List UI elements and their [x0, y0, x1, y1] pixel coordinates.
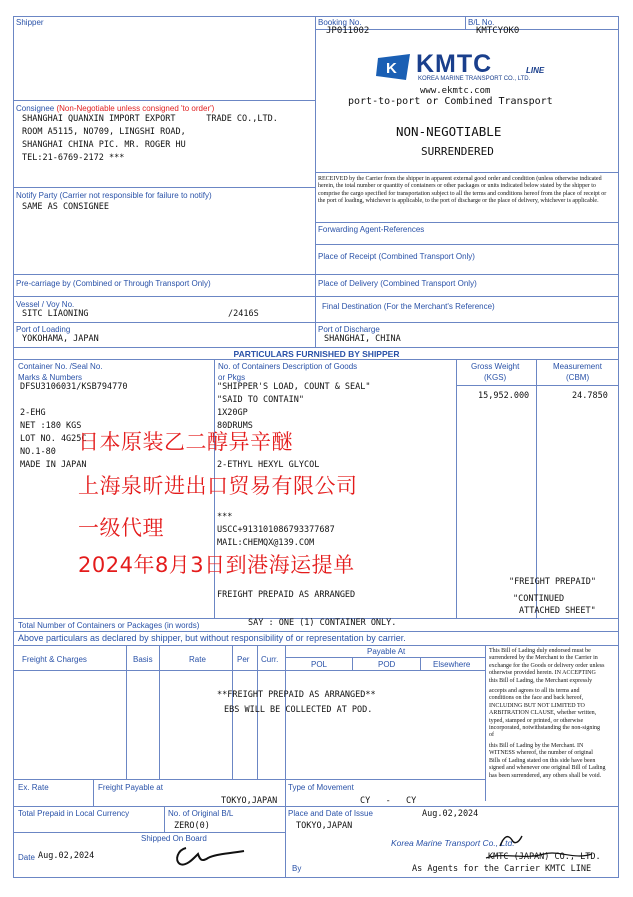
port-loading-label: Port of Loading	[16, 325, 71, 334]
issue-place: TOKYO,JAPAN	[296, 821, 353, 831]
divider	[13, 832, 285, 833]
divider	[13, 779, 485, 780]
declared-note: Above particulars as declared by shipper, but without responsibility of or representation by carrier.	[18, 633, 406, 643]
divider	[13, 322, 619, 323]
divider	[315, 172, 619, 173]
issue-date: Aug.02,2024	[422, 809, 479, 819]
desc-line-4: 80DRUMS	[217, 421, 253, 431]
mark-line-4: NO.1-80	[20, 447, 56, 457]
col-pol: POL	[311, 660, 328, 669]
terms-line: ARBITRATION CLAUSE, whether written,	[489, 710, 597, 717]
consignee-line-1: SHANGHAI QUANXIN IMPORT EXPORT TRADE CO.,LTD.	[22, 114, 278, 124]
consignee-label	[16, 104, 214, 113]
terms-line: exchange for the Goods or delivery order unless	[489, 662, 605, 669]
stamp-line-1: 日本原装乙二醇异辛醚	[78, 430, 293, 454]
col-rate: Rate	[189, 655, 206, 664]
sob-date-value: Aug.02,2024	[38, 851, 95, 861]
status-surrendered: SURRENDERED	[421, 145, 494, 158]
col-curr: Curr.	[261, 655, 279, 664]
terms-line: of	[489, 732, 494, 739]
terms-line: INCLUDING BUT NOT LIMITED TO	[489, 702, 585, 709]
port-discharge-value: SHANGHAI, CHINA	[324, 334, 401, 344]
place-delivery-label: Place of Delivery (Combined Transport Only)	[318, 279, 477, 288]
col-pkgs-label: or Pkgs	[218, 373, 246, 382]
shipper-label: Shipper	[16, 18, 44, 27]
consignee-note: (Non-Negotiable unless consigned 'to order')	[56, 104, 215, 113]
kmtc-logo-text: KMTC	[416, 50, 493, 78]
place-receipt-label: Place of Receipt (Combined Transport Only)	[318, 252, 475, 261]
col-freight-charges: Freight & Charges	[22, 655, 87, 664]
gross-weight: 15,952.000	[478, 391, 530, 401]
col-container-label: Container No. /Seal No.	[18, 362, 103, 371]
port-loading-value: YOKOHAMA, JAPAN	[22, 334, 99, 344]
svg-text:K: K	[386, 60, 397, 77]
divider	[420, 657, 421, 670]
shipped-on-board-label: Shipped On Board	[141, 834, 207, 843]
signature-agent-name: KMTC (JAPAN) CO., LTD.	[488, 852, 601, 862]
signature-by-label: By	[292, 864, 302, 873]
terms-line: this Bill of Lading, the Merchant expressly	[489, 677, 593, 684]
measurement: 24.7850	[572, 391, 608, 401]
mark-line-5: MADE IN JAPAN	[20, 460, 87, 470]
divider	[13, 274, 619, 275]
col-payable-at: Payable At	[367, 647, 406, 656]
notify-label: Notify Party (Carrier not responsible for failure to notify)	[16, 191, 212, 200]
divider	[13, 631, 619, 632]
charges-line-1: **FREIGHT PREPAID AS ARRANGED**	[217, 690, 376, 700]
desc-line-2: "SAID TO CONTAIN"	[217, 395, 304, 405]
mark-line-1: 2-EHG	[20, 408, 46, 418]
col-marks-label: Marks & Numbers	[18, 373, 83, 382]
col-pod: POD	[378, 660, 396, 669]
freight-desc: FREIGHT PREPAID AS ARRANGED	[217, 590, 356, 600]
terms-line: signed and whenever one original Bill of Lading	[489, 765, 606, 772]
col-gross-unit: (KGS)	[484, 373, 507, 382]
stamp-line-4: 2024年8月3日到港海运提单	[78, 553, 355, 577]
consignee-label-text: Consignee	[16, 104, 55, 113]
total-containers-label: Total Number of Containers or Packages (in words)	[18, 621, 200, 630]
bl-label: B/L No.	[468, 18, 495, 27]
mark-line-2: NET :180 KGS	[20, 421, 82, 431]
col-elsewhere: Elsewhere	[433, 660, 471, 669]
sob-date-label: Date	[18, 853, 35, 862]
terms-line: accepts and agrees to all its terms and	[489, 688, 580, 695]
terms-line: incorporated, notwithstanding the non-signing	[489, 725, 600, 732]
divider	[285, 657, 485, 658]
desc-line-8: ***	[217, 512, 233, 522]
signature-strike-icon	[484, 848, 594, 864]
desc-line-10: MAIL:CHEMQX@139.COM	[217, 538, 315, 548]
mark-line-3: LOT NO. 4G25C	[20, 434, 87, 444]
terms-line: This Bill of Lading duly endorsed must be	[489, 648, 591, 654]
vessel-label: Vessel / Voy No.	[16, 300, 75, 309]
terms-text	[489, 648, 617, 780]
divider	[126, 645, 127, 779]
signature-agent-line: As Agents for the Carrier KMTC LINE	[412, 864, 592, 874]
sob-signature-icon	[172, 842, 252, 868]
freight-prepaid-note: "FREIGHT PREPAID"	[509, 577, 596, 587]
total-containers-value: SAY : ONE (1) CONTAINER ONLY.	[248, 618, 397, 628]
carrier-service: port-to-port or Combined Transport	[348, 96, 553, 107]
consignee-line-2: ROOM A5115, NO709, LINGSHI ROAD,	[22, 127, 186, 137]
terms-line: WITNESS whereof, the number of original	[489, 750, 593, 757]
vessel-name: SITC LIAONING	[22, 309, 89, 319]
movement-value: CY - CY	[360, 796, 417, 806]
divider	[13, 359, 619, 360]
forwarding-label: Forwarding Agent-References	[318, 225, 425, 234]
received-clause: RECEIVED by the Carrier from the shipper in apparent external good order and condition (unless otherwise indicated herein, the total number or quantity of containers or other packages or units indicated below stated by the shipper to comprise the cargo specified for transportation subject to all the terms and conditions hereof from the place of receipt or the port of loading, whichever is applicable, to the port of discharge or the place of delivery, whichever is applicable.	[318, 176, 607, 205]
divider	[352, 657, 353, 670]
port-discharge-label: Port of Discharge	[318, 325, 380, 334]
divider	[164, 806, 165, 832]
container-number: DFSU3106031/KSB794770	[20, 382, 128, 392]
divider	[456, 385, 619, 386]
col-per: Per	[237, 655, 250, 664]
divider	[13, 296, 619, 297]
divider	[485, 645, 486, 801]
kmtc-emblem-icon	[376, 54, 412, 82]
divider	[465, 16, 466, 30]
divider	[315, 16, 316, 347]
terms-line: typed, stamped or printed, or otherwise	[489, 717, 584, 724]
divider	[159, 645, 160, 779]
kmtc-logo	[376, 52, 576, 86]
terms-line: has been surrendered, any others shall be void.	[489, 772, 602, 779]
carrier-full-name: KOREA MARINE TRANSPORT CO., LTD.	[418, 76, 531, 82]
desc-line-1: "SHIPPER'S LOAD, COUNT & SEAL"	[217, 382, 371, 392]
divider	[13, 645, 619, 646]
stamp-line-2: 上海泉昕进出口贸易有限公司	[78, 474, 358, 498]
divider	[315, 244, 619, 245]
carrier-website: www.ekmtc.com	[420, 86, 491, 96]
final-destination-label: Final Destination (For the Merchant's Reference)	[322, 302, 495, 311]
original-bl-value: ZERO(0)	[174, 821, 210, 831]
status-non-negotiable: NON-NEGOTIABLE	[396, 124, 502, 139]
ex-rate-label: Ex. Rate	[18, 783, 49, 792]
signature-company: Korea Marine Transport Co., Ltd.	[391, 838, 515, 848]
divider	[93, 779, 94, 806]
divider	[13, 670, 485, 671]
divider	[13, 100, 315, 101]
divider	[315, 222, 619, 223]
booking-number: JP011002	[326, 26, 370, 36]
terms-line: this Bill of Lading by the Merchant. IN	[489, 742, 584, 749]
consignee-line-4: TEL:21-6769-2172 ***	[22, 153, 125, 163]
original-bl-label: No. of Original B/L	[168, 809, 234, 818]
bl-number: KMTCYOK0	[476, 26, 520, 36]
divider	[13, 806, 619, 807]
voyage-number: /2416S	[228, 309, 259, 319]
desc-line-3: 1X20GP	[217, 408, 248, 418]
notify-value: SAME AS CONSIGNEE	[22, 202, 109, 212]
movement-label: Type of Movement	[288, 783, 354, 792]
kmtc-logo-suffix: LINE	[526, 66, 545, 75]
charges-line-2: EBS WILL BE COLLECTED AT POD.	[224, 705, 373, 715]
col-meas-label: Measurement	[553, 362, 602, 371]
prepaid-local-label: Total Prepaid in Local Currency	[18, 809, 130, 818]
col-gross-label: Gross Weight	[471, 362, 520, 371]
divider	[456, 359, 457, 618]
booking-label: Booking No.	[318, 18, 362, 27]
col-basis: Basis	[133, 655, 153, 664]
continued-note: "CONTINUED	[513, 594, 565, 604]
col-packages-label: No. of Containers Description of Goods	[218, 362, 358, 371]
issue-label: Place and Date of Issue	[288, 809, 373, 818]
terms-line: Bills of Lading stated on this side have been	[489, 757, 596, 764]
freight-payable-label: Freight Payable at	[98, 783, 163, 792]
divider	[13, 347, 619, 348]
desc-line-5: 2-ETHYL HEXYL GLYCOL	[217, 460, 320, 470]
divider	[285, 645, 286, 878]
desc-line-9: USCC+913101086793377687	[217, 525, 335, 535]
pre-carriage-label: Pre-carriage by (Combined or Through Transport Only)	[16, 279, 211, 288]
terms-line: surrendered by the Merchant to the Carrier in	[489, 655, 598, 662]
terms-line: otherwise provided herein. IN ACCEPTING	[489, 670, 596, 677]
col-meas-unit: (CBM)	[566, 373, 590, 382]
consignee-line-3: SHANGHAI CHINA PIC. MR. ROGER HU	[22, 140, 186, 150]
divider	[13, 187, 315, 188]
particulars-title: PARTICULARS FURNISHED BY SHIPPER	[233, 349, 400, 359]
attached-note: ATTACHED SHEET"	[519, 606, 596, 616]
freight-payable-value: TOKYO,JAPAN	[221, 796, 278, 806]
terms-line: conditions on the face and back hereof,	[489, 695, 584, 702]
stamp-line-3: 一级代理	[78, 516, 164, 540]
